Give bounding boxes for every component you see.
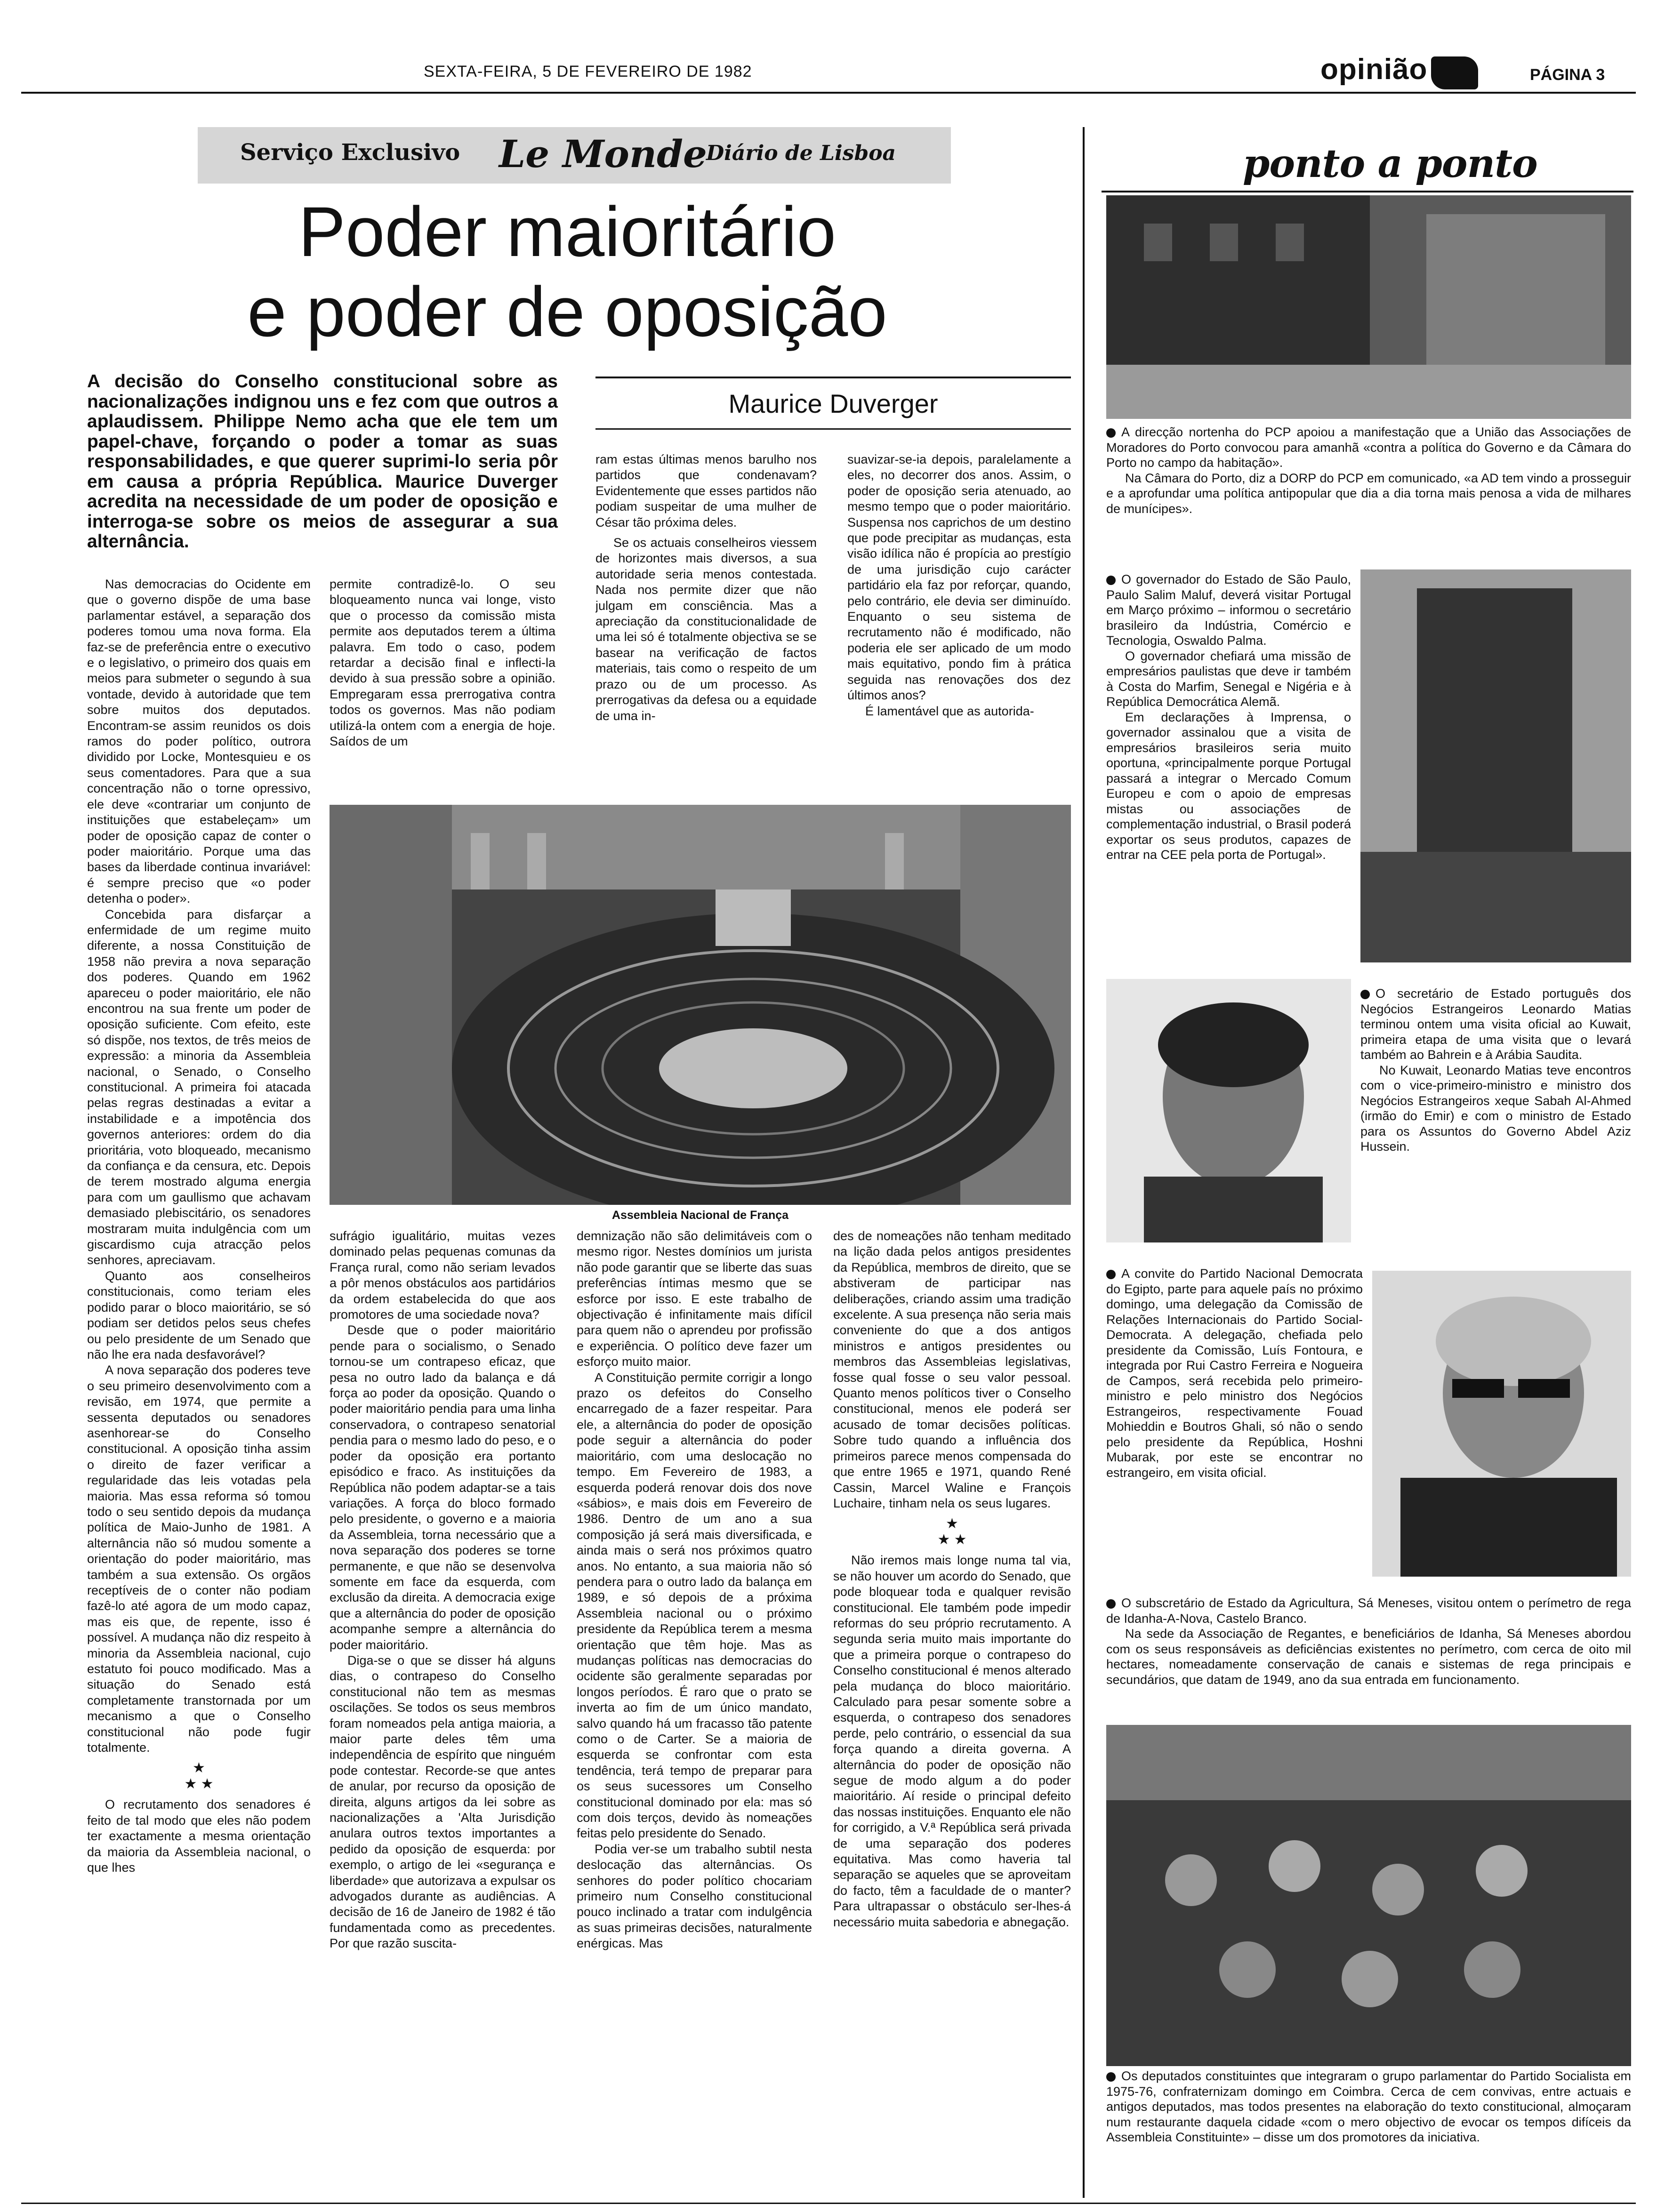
news-text: Em declarações à Imprensa, o governador assinalou que a visita de empresários brasileiros seria muito oportuna, «principalmente porque Portugal passará a integrar o Mercado Comum Europeu e com o apoio de empresas mistas ou associações de complementação industrial, o Brasil poderá exportar os seus produtos, capazes de entrar na CEE pela porta de Portugal».	[1106, 710, 1351, 862]
paragraph: A nova separação dos poderes teve o seu primeiro desenvolvimento com a revisão, em 1974, que permite a sessenta deputados ou senadores asenhorear-se do Conselho constitucional. A oposição tinha assim o direito de fazer verificar a regularidade das leis votadas pela maioria. Mas essa reforma só tomou todo o seu sentido depois da mudança política de Maio-Junho de 1981. A alternância não só mudou somente a orientação do poder maioritário, mas também a sua extensão. Os orgãos receptíveis de o conter não podiam fazê-lo até agora de um modo capaz, mas eis que, de repente, isso é possível. A mudança não diz respeito à minoria da Assembleia nacional, cujo estatuto foi pouco modificado. Mas a situação do Senado está completamente transtornada por um mecanismo a que o Conselho constitucional não pode fugir totalmente.	[87, 1363, 311, 1755]
article-column-4-bottom	[833, 1228, 1071, 2203]
paragraph: Diga-se o que se disser há alguns dias, o contrapeso do Conselho constitucional não tem as mesmas oscilações. Se todos os seus membros foram nomeados pela antiga maioria, a maior parte deles têm uma independência de espírito que ninguém pode contestar. Recorde-se que antes de anular, por recurso da oposição de direita, alguns artigos da lei sobre as nacionalizações a 'Alta Jurisdição anulara outros textos importantes a pedido da oposição de esquerda: por exemplo, o artigo de lei «segurança e liberdade» que autorizava a expulsar os advogados durante as audiências. A decisão de 16 de Janeiro de 1982 é tão fundamentada como as precedentes. Por que razão suscita-	[330, 1653, 555, 1951]
news-text: O governador chefiará uma missão de empresários paulistas que deve ir também à Costa do Marfim, Senegal e Nigéria e à República Democrática Alemã.	[1106, 649, 1351, 709]
portrait-illustration	[1106, 979, 1351, 1242]
sidebar-title-rule	[1102, 191, 1633, 192]
assembly-photo	[330, 805, 1071, 1205]
leonardo-matias-portrait	[1106, 979, 1351, 1242]
paragraph: Concebida para disfarçar a enfermidade de um regime muito diferente, a nossa Constituição de 1958 não previra a nova separação dos poderes. Quando em 1962 apareceu o poder maioritário, ele não encontrou na sua frente um poder de oposição suficiente. Com efeito, este só dispõe, nos textos, de três meios de expressão: a minoria da Assembleia nacional, o Senado, o Conselho constitucional. A primeira foi atacada pelas regras destinadas a evitar a instabilidade e a impotência dos governos anteriores: ordem do dia prioritária, voto bloqueado, mecanismo da confiança e da censura, etc. Depois de terem mostrado alguma energia para com um gaullismo que achavam demasiado plebiscitário, os senadores mostraram muita indulgência com um giscardismo cuja atracção pelos senhores, apreciavam.	[87, 907, 311, 1267]
banner	[198, 127, 951, 184]
porto-street-photo	[1106, 195, 1631, 419]
paragraph: É lamentável que as autorida-	[865, 704, 1034, 718]
author-name: Maurice Duverger	[728, 389, 938, 418]
paragraph: sufrágio igualitário, muitas vezes dominado pelas pequenas comunas da França rural, como não seriam levados a pôr menos obstáculos aos partidários da ordem estabelecida do que aos promotores de uma sociedade nova?	[330, 1229, 555, 1322]
bullet-icon	[1106, 1270, 1116, 1279]
paragraph: Podia ver-se um trabalho subtil nesta deslocação das alternâncias. Os senhores do poder político chocariam primeiro num Conselho constitucional pouco inclinado a tratar com indulgência as suas primeiras decisões, naturalmente enérgicas. Mas	[577, 1842, 812, 1951]
section-divider-stars: ★ ★ ★	[184, 1760, 214, 1792]
sidebar-item-3	[1360, 986, 1631, 1250]
article-column-3-top	[595, 452, 817, 802]
page-number: PÁGINA 3	[1530, 66, 1605, 84]
luis-fontoura-portrait	[1372, 1271, 1631, 1577]
sidebar-item-4	[1106, 1266, 1363, 1595]
paragraph: ram estas últimas menos barulho nos partidos que condenavam? Evidentemente que esses partidos não podiam suspeitar de uma mulher de César tão próxima deles.	[595, 452, 817, 529]
news-text: Na Câmara do Porto, diz a DORP do PCP em comunicado, «a AD tem vindo a prosseguir e a aprofundar uma política antipopular que dia a dia torna mais penosa a vida de milhares de munícipes».	[1106, 471, 1631, 516]
news-text: O secretário de Estado português dos Negócios Estrangeiros Leonardo Matias terminou ontem uma visita oficial ao Kuwait, primeira etapa de uma visita que o levará também ao Bahrein e à Arábia Saudita.	[1360, 986, 1631, 1062]
paragraph: A Constituição permite corrigir a longo prazo os defeitos do Conselho encarregado de a fazer respeitar. Para ele, a alternância do poder de oposição pode seguir a alternância do poder maioritário, com uma deslocação no tempo. Em Fevereiro de 1983, a esquerda poderá renovar dois dos nove «sábios», e mais dois em Fevereiro de 1986. Dentro de um ano a sua composição já será mais diversificada, e ainda mais o será nos próximos quatro anos. No entanto, a sua maioria não só pendera para o outro lado da balança em 1989, e só depois de a próxima Assembleia nacional ou o próximo presidente da República terem a mesma orientação que têm hoje. Mas as mudanças políticas nas democracias do ocidente são geralmente separadas por longos períodos. É raro que o prato se inverta ao fim de um único mandato, salvo quando há um fracasso tão patente como o de Carter. Se a maioria de esquerda se confrontar com esta tendência, terá tempo de preparar para os seus sucessores um Conselho constitucional dominado por ela: mas só com dois terços, devido às nomeações feitas pelo presidente do Senado.	[577, 1370, 812, 1841]
bullet-icon	[1106, 576, 1116, 585]
header-rule	[21, 92, 1636, 94]
footer-rule	[21, 2203, 1636, 2204]
news-text: O subscretário de Estado da Agricultura, Sá Meneses, visitou ontem o perímetro de rega de Idanha-A-Nova, Castelo Branco.	[1106, 1596, 1631, 1626]
newspaper-logo-le-monde: Le Monde	[499, 132, 707, 176]
news-text: Os deputados constituintes que integraram o grupo parlamentar do Partido Socialista em 1975-76, confraternizam domingo em Coimbra. Cerca de cem convivas, entre actuais e antigos deputados, mas todos presentes na elaboração do texto constitucional, almoçaram num restaurante daquela cidade «com o mero objectivo de evocar os tempos difíceis da Assembleia Constituinte» – disse um dos promotores da iniciativa.	[1106, 2069, 1631, 2144]
paragraph: des de nomeações não tenham meditado na lição dada pelos antigos presidentes da República, membros de direito, que se abstiveram de participar nas deliberações, criando assim uma tradição excelente. A sua presença não seria mais conveniente do que a dos antigos ministros e antigos presidentes ou membros das Assembleias legislativas, fosse qual fosse o seu valor pessoal. Quanto menos políticos tiver o Conselho constitucional, menos ele poderá ser acusado de tomar decisões políticas. Sobre tudo quando a influência dos primeiros parece menos compensada do que entre 1965 e 1971, quando René Cassin, Marcel Waline e François Luchaire, tinham nela os seus lugares.	[833, 1229, 1071, 1510]
article-column-3-bottom	[577, 1228, 812, 2203]
bullet-icon	[1106, 428, 1116, 438]
section-logo-icon	[1431, 56, 1478, 89]
sidebar-item-5	[1106, 1595, 1631, 1723]
news-text: A direcção nortenha do PCP apoiou a manifestação que a União das Associações de Moradores do Porto convocou para amanhã «contra a política do Governo e da Câmara do Porto no campo da habitação».	[1106, 425, 1631, 470]
article-column-2-bottom	[330, 1228, 555, 2203]
paragraph: Desde que o poder maioritário pende para o socialismo, o Senado tornou-se um contrapeso eficaz, que pesa no outro lado da balança e dá força ao poder da oposição. Quando o poder maioritário pendia para uma linha conservadora, o contrapeso senatorial pendia para o mesmo lado do peso, e o poder da oposição era portanto episódico e fraco. As instituições da República não podem adaptar-se a tais variações. A força do bloco formado pelo presidente, o governo e a maioria da Assembleia, torna necessário que a nova separação dos poderes se torne permanente, e que não se desenvolva somente em face da esquerda, com exclusão da direita. A democracia exige que a alternância do poder de oposição acompanhe sempre a alternância do poder maioritário.	[330, 1323, 555, 1652]
paragraph: suavizar-se-ia depois, paralelamente a eles, no decorrer dos anos. Assim, o poder de oposição seria atenuado, ao mesmo tempo que o poder maioritário. Suspensa nos caprichos de um destino que pode precipitar as mudanças, esta visão idílica não é propícia ao prestígio de uma jurisdição cujo carácter partidário ela faz por reforçar, quando, pelo contrário, ele devia ser diminuído. Enquanto o seu sistema de recrutamento não é modificado, não poderia ele ser aplicado de um modo mais equitativo, pondo fim à prática seguida nas renovações dos dez últimos anos?	[847, 452, 1071, 703]
paragraph: demnização não são delimitáveis com o mesmo rigor. Nestes domínios um jurista não pode garantir que se liberte das suas preferências íntimas mesmo que se esforce por isso. E este trabalho de objectivação é infinitamente mais difícil para quem não o aprendeu por profissão e experiência. O político deve fazer um esforço muito maior.	[577, 1229, 812, 1369]
paragraph: Nas democracias do Ocidente em que o governo dispõe de uma base parlamentar estável, a separação dos poderes tomou uma nova forma. Ela faz-se de preferência entre o executivo e o legislativo, o primeiro dos quais em meios para submeter o segundo à sua vontade, devido à autoridade que tem sobre muitos dos deputados. Encontram-se assim reunidos os dois ramos do poder político, outrora dividido por Locke, Montesquieu e os seus comentadores. Para que a sua concentração não o torne opressivo, ele deve «contrariar um conjunto de instituições que estabeleçam» um poder de oposição capaz de conter o poder maioritário. Porque uma das bases da liberdade continua invariável: é sempre preciso que «o poder detenha o poder».	[87, 577, 311, 906]
sao-paulo-building-photo	[1360, 569, 1631, 962]
bullet-icon	[1106, 1599, 1116, 1609]
assembly-hemicycle-illustration	[330, 805, 1071, 1205]
street-illustration	[1106, 195, 1631, 419]
column-rule	[1083, 127, 1085, 2198]
paragraph: Se os actuais conselheiros viessem de horizontes mais diversos, a sua autoridade seria menos contestada. Nada nos permite dizer que não julgam em consciência. Mas a apreciação da constitucionalidade de uma lei só é totalmente objectiva se se basear na verificação de factos materiais, tais como o respeito de um prazo ou de um processo. As prerrogativas da defesa ou a equidade de uma in-	[595, 536, 817, 723]
service-label: Serviço Exclusivo	[240, 139, 460, 166]
news-text: Na sede da Associação de Regantes, e beneficiários de Idanha, Sá Meneses abordou com os seus responsáveis as deficiências existentes no perímetro, com cerca de oito mil hectares, nomeadamente conservação de canais e sistemas de rega principais e secundários, que datam de 1949, ano da sua entrada em funcionamento.	[1106, 1627, 1631, 1687]
deputies-gathering-photo	[1106, 1725, 1631, 2066]
article-column-1	[87, 577, 311, 2203]
news-text: O governador do Estado de São Paulo, Paulo Salim Maluf, deverá visitar Portugal em Março próximo – informou o secretário brasileiro da Indústria, Comércio e Tecnologia, Oswaldo Palma.	[1106, 572, 1351, 648]
paragraph: O recrutamento dos senadores é feito de tal modo que eles não podem ter exactamente a mesma orientação da maioria da Assembleia nacional, o que lhes	[87, 1797, 311, 1875]
news-text: No Kuwait, Leonardo Matias teve encontros com o vice-primeiro-ministro e ministro dos Negócios Estrangeiros xeque Sabah Al-Ahmed (irmão do Emir) e com o ministro de Estado para os Assuntos do Governo Abdel Aziz Hussein.	[1360, 1063, 1631, 1154]
article-column-2-top	[330, 577, 555, 802]
paragraph: permite contradizê-lo. O seu bloqueamento nunca vai longe, visto que o processo da comissão mista permite aos deputados terem a última palavra. Em todo o caso, podem retardar a decisão final e inflecti-la devido à sua pressão sobre a opinião. Empregaram essa prerrogativa contra todos os governos. Mas não podiam utilizá-la ontem com a energia de hoje. Saídos de um	[330, 577, 555, 749]
paragraph: Não iremos mais longe numa tal via, se não houver um acordo do Senado, que pode bloquear toda e qualquer revisão constitucional. Ele também pode impedir reformas do seu próprio recrutamento. A segunda seria muito mais importante do que a primeira porque o contrapeso do Conselho constitucional é menos alterado pela mudança do bloco maioritário. Calculado para pesar somente sobre a esquerda, o contrapeso dos senadores perde, pelo contrário, o essencial da sua força quando a direita governa. A alternância do poder de oposição não segue de modo algum a do poder maioritário. Aí reside o principal defeito das nossas instituições. Enquanto ele não for corrigido, a V.ª República será privada de uma separação dos poderes equitativa. Mas como haveria tal separação se aqueles que se aproveitam do facto, têm a faculdade de o manter? Para ultrapassar o obstáculo ser-lhes-á necessário muita sabedoria e abnegação.	[833, 1553, 1071, 1929]
crowd-illustration	[1106, 1725, 1631, 2066]
article-title-line2: e poder de oposição	[247, 272, 887, 351]
sidebar-item-6	[1106, 2068, 1631, 2205]
building-illustration	[1360, 569, 1631, 962]
photo-caption: Assembleia Nacional de França	[611, 1209, 789, 1222]
bullet-icon	[1106, 2072, 1116, 2082]
paragraph: Quanto aos conselheiros constitucionais, como teriam eles podido parar o bloco maioritário, se só podiam ser detidos pelos seus chefes ou pelo presidente de um Senado que não lhe era nada desfavorável?	[87, 1268, 311, 1362]
article-lead: A decisão do Conselho constitucional sobre as nacionalizações indignou uns e fez com que outros a aplaudissem. Philippe Nemo acha que ele tem um papel-chave, forçando o poder a tomar as suas responsabilidades, e que querer suprimi-lo seria pôr em causa a própria República. Maurice Duverger acredita na necessidade de um poder de oposição e interroga-se sobre os meios de assegurar a sua alternância.	[87, 371, 558, 552]
author-rule-bottom	[595, 428, 1071, 430]
sidebar-item-1	[1106, 425, 1631, 580]
bullet-icon	[1360, 990, 1370, 999]
sidebar-item-2	[1106, 572, 1351, 977]
news-text: A convite do Partido Nacional Democrata do Egipto, parte para aquele país no próximo domingo, uma delegação da Comissão de Relações Internacionais do Partido Social-Democrata. A delegação, chefiada pelo presidente da Comissão, Luís Fontoura, e integrada por Rui Castro Ferreira e Nogueira de Campos, será recebida pelo primeiro-ministro e pelo ministro dos Negócios Estrangeiros, respectivamente Fouad Mohieddin e Boutros Ghali, só não o sendo pelo presidente da República, Hoshni Mubarak, por este se encontrar no estrangeiro, em visita oficial.	[1106, 1266, 1363, 1480]
article-column-4-top	[847, 452, 1071, 802]
sidebar-title: ponto a ponto	[1243, 141, 1537, 186]
page-date: SEXTA-FEIRA, 5 DE FEVEREIRO DE 1982	[424, 63, 752, 80]
author-rule-top	[595, 377, 1071, 378]
newspaper-logo-diario: Diário de Lisboa	[706, 141, 896, 165]
section-divider-stars: ★ ★ ★	[937, 1516, 967, 1548]
portrait-illustration	[1372, 1271, 1631, 1577]
article-title-line1: Poder maioritário	[298, 192, 837, 271]
section-name: opinião	[1320, 53, 1428, 86]
